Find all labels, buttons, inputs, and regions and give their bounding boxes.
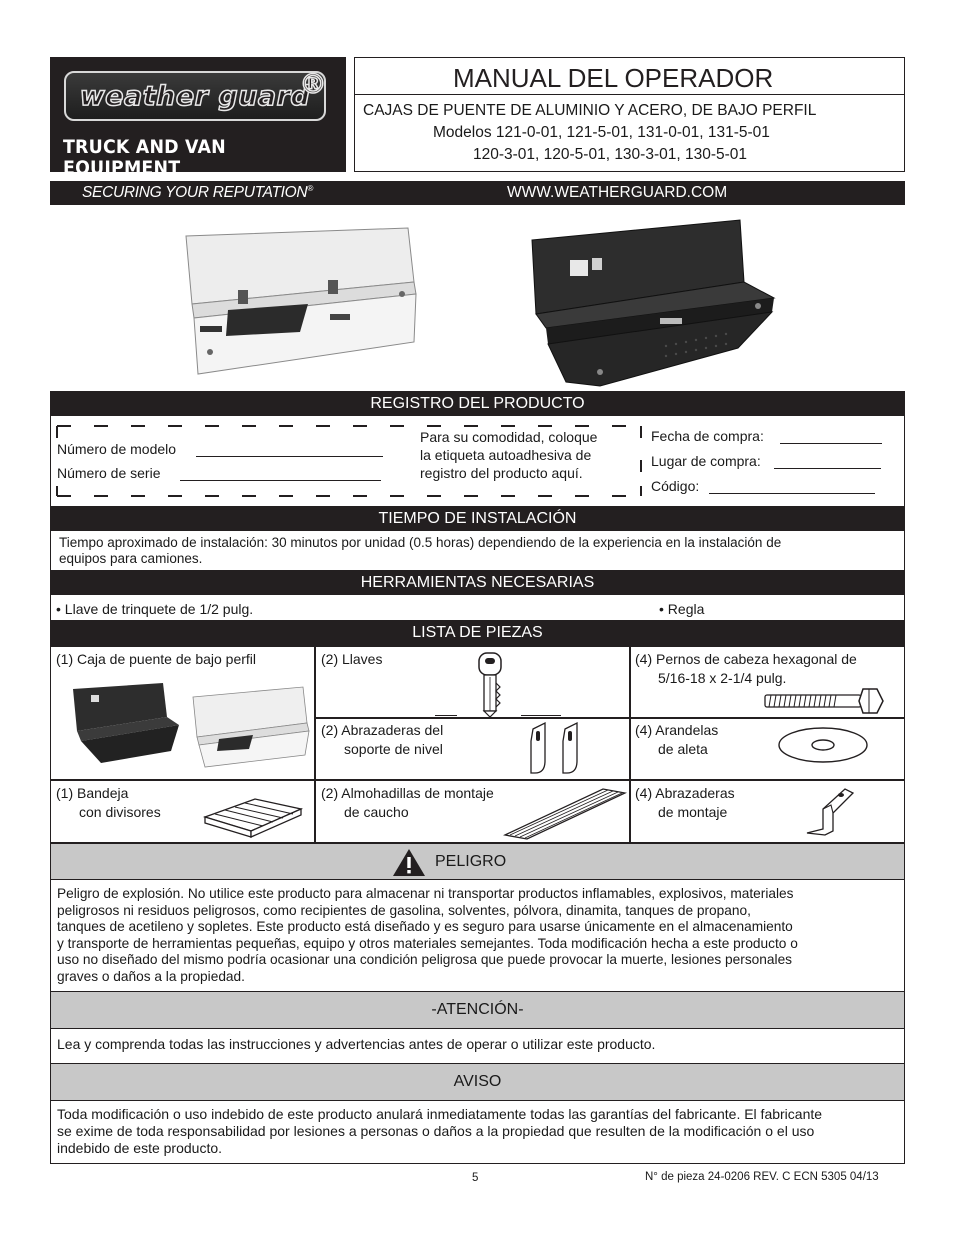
purchase-date-label: Fecha de compra: <box>651 428 764 444</box>
part-item-washers: (4) Arandelas <box>635 722 719 738</box>
parts-grid <box>50 646 905 843</box>
purchase-date-field[interactable] <box>780 443 882 444</box>
sticker-note-line-1: Para su comodidad, coloque <box>420 429 598 445</box>
install-time-line-2: equipos para camiones. <box>59 551 203 566</box>
serial-number-field[interactable] <box>180 480 381 481</box>
logo-text: weather guard <box>79 80 311 112</box>
part-item-rubber-pads: (2) Almohadillas de montaje <box>321 785 494 801</box>
danger-line-1: Peligro de explosión. No utilice este producto para almacenar ni transportar productos inflamables, explosivos, materiales <box>57 886 794 901</box>
part-item-mount-brackets: (4) Abrazaderas <box>635 785 735 801</box>
registration-heading: REGISTRO DEL PRODUCTO <box>50 391 905 416</box>
code-label: Código: <box>651 478 700 494</box>
tool-ruler: • Regla <box>659 601 705 617</box>
danger-line-2: peligrosos ni residuos peligrosos, como recipientes de gasolina, solventes, pólvora, dinamita, tanques de propano, <box>57 902 751 918</box>
toolbox-pair-image <box>71 681 311 769</box>
attention-box <box>50 1029 905 1064</box>
parts-heading: LISTA DE PIEZAS <box>50 620 905 646</box>
warning-triangle-icon <box>392 848 426 877</box>
document-title: MANUAL DEL OPERADOR <box>453 63 774 93</box>
purchase-place-field[interactable] <box>774 468 881 469</box>
sticker-note-line-2: la etiqueta autoadhesiva de <box>420 447 592 463</box>
tools-box <box>50 595 905 620</box>
purchase-place-label: Lugar de compra: <box>651 453 761 469</box>
notice-line-1: Toda modificación o uso indebido de este producto anulará inmediatamente todas las garantías del fabricante. El fabricante <box>57 1106 823 1122</box>
title-block <box>354 57 905 172</box>
part-item-mount-brackets-2: de montaje <box>658 804 728 820</box>
key-icon <box>471 651 511 717</box>
tool-ratchet: • Llave de trinquete de 1/2 pulg. <box>56 601 254 617</box>
danger-line-4: y transporte de herramientas pequeñas, equipo y otros materiales semejantes. Toda modificación hecha a este producto o <box>57 935 798 951</box>
mount-bracket-icon <box>803 785 859 837</box>
tools-heading: HERRAMIENTAS NECESARIAS <box>50 570 905 595</box>
install-time-box <box>50 531 905 570</box>
part-item-hex-bolts: (4) Pernos de cabeza hexagonal de <box>635 651 857 667</box>
danger-heading: PELIGRO <box>435 853 507 870</box>
danger-line-5: uso no diseñado del mismo podría ocasionar una condición peligrosa que puede provocar la muerte, lesiones personales <box>57 952 793 967</box>
part-item-tray: (1) Bandeja <box>56 785 129 801</box>
part-item-keys: (2) Llaves <box>321 651 383 667</box>
models-line-1: Modelos 121-0-01, 121-5-01, 131-0-01, 131-5-01 <box>433 124 770 141</box>
danger-box <box>50 880 905 992</box>
level-bracket-icon <box>527 721 591 779</box>
attention-heading: -ATENCIÓN- <box>50 991 905 1029</box>
notice-box <box>50 1101 905 1164</box>
serial-number-label: Número de serie <box>57 465 161 481</box>
part-item-washers-2: de aleta <box>658 741 708 757</box>
part-number: N° de pieza 24-0206 REV. C ECN 5305 04/13 <box>645 1171 879 1183</box>
install-time-line-1: Tiempo aproximado de instalación: 30 minutos por unidad (0.5 horas) dependiendo de la experiencia en la instalación de <box>59 535 782 550</box>
part-item-level-brackets: (2) Abrazaderas del <box>321 722 444 738</box>
danger-heading-bar <box>50 843 905 880</box>
page-number: 5 <box>472 1172 479 1184</box>
install-time-heading: TIEMPO DE INSTALACIÓN <box>50 506 905 531</box>
slogan-strip <box>50 181 905 205</box>
document-subtitle: CAJAS DE PUENTE DE ALUMINIO Y ACERO, DE BAJO PERFIL <box>363 102 817 119</box>
danger-line-3: tanques de acetileno y sopletes. Este producto está diseñado y es seguro para usarse únicamente en el almacenamiento <box>57 919 793 934</box>
rubber-pad-icon <box>503 785 627 841</box>
notice-line-2: se exime de toda responsabilidad por lesiones a personas o daños a la propiedad que resulten de la modificación o el uso <box>57 1123 815 1139</box>
code-field[interactable] <box>709 493 875 494</box>
black-toolbox-image <box>526 212 778 390</box>
danger-line-6: graves o daños a la propiedad. <box>57 968 245 984</box>
slogan: SECURING YOUR REPUTATION® <box>82 184 313 202</box>
notice-heading: AVISO <box>50 1063 905 1101</box>
fender-washer-icon <box>777 725 869 765</box>
brand-logo-block <box>50 57 346 179</box>
notice-line-3: indebido de este producto. <box>57 1140 223 1156</box>
models-line-2: 120-3-01, 120-5-01, 130-3-01, 130-5-01 <box>473 146 748 163</box>
part-item-rubber-pads-2: de caucho <box>344 804 409 820</box>
website-link[interactable]: WWW.WEATHERGUARD.COM <box>507 184 728 201</box>
part-item-tray-2: con divisores <box>79 804 161 820</box>
weather-guard-logo <box>64 71 326 121</box>
registration-box <box>50 416 905 507</box>
hex-bolt-icon <box>763 687 885 715</box>
sticker-note-line-3: registro del producto aquí. <box>420 465 583 481</box>
logo-registered-mark: ® <box>299 69 327 100</box>
attention-text: Lea y comprenda todas las instrucciones y advertencias antes de operar o utilizar este producto. <box>57 1036 656 1052</box>
company-tagline: TRUCK AND VAN EQUIPMENT <box>63 137 226 179</box>
part-item-level-brackets-2: soporte de nivel <box>344 741 443 757</box>
part-item-hex-bolts-size: 5/16-18 x 2-1/4 pulg. <box>658 670 787 686</box>
tray-icon <box>201 795 305 839</box>
part-item-toolbox: (1) Caja de puente de bajo perfil <box>56 651 257 667</box>
model-number-field[interactable] <box>196 456 383 457</box>
white-toolbox-image <box>178 214 418 384</box>
model-number-label: Número de modelo <box>57 441 177 457</box>
